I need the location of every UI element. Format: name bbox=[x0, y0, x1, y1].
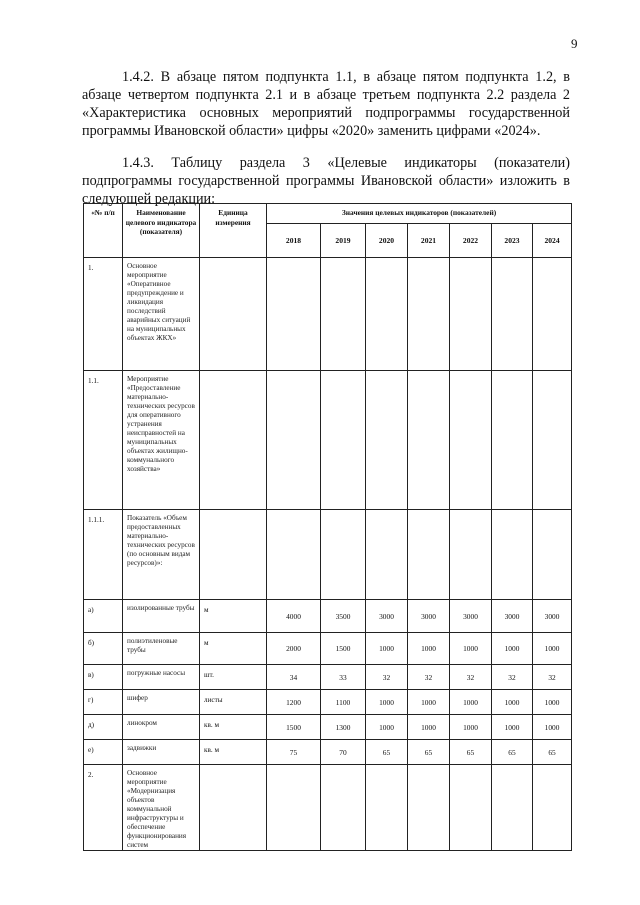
row-value: 2000 bbox=[267, 633, 321, 665]
row-value bbox=[450, 510, 492, 600]
row-name: шифер bbox=[123, 690, 200, 715]
row-value: 1000 bbox=[450, 715, 492, 740]
year-header: 2019 bbox=[321, 224, 366, 258]
row-value: 1100 bbox=[321, 690, 366, 715]
table-row bbox=[84, 740, 572, 765]
row-value: 65 bbox=[366, 740, 408, 765]
row-value: 3000 bbox=[450, 600, 492, 633]
row-name: Основное мероприятие «Оперативное предупреждение и ликвидация последствий аварийных ситуаций на муниципальных объектах ЖКХ» bbox=[123, 258, 200, 371]
year-header: 2023 bbox=[492, 224, 533, 258]
table-body bbox=[84, 258, 572, 851]
row-number: в) bbox=[84, 665, 123, 690]
row-value: 1500 bbox=[267, 715, 321, 740]
row-value: 1000 bbox=[366, 633, 408, 665]
row-value: 3000 bbox=[366, 600, 408, 633]
row-name: изолированные трубы bbox=[123, 600, 200, 633]
row-value: 65 bbox=[408, 740, 450, 765]
row-value bbox=[267, 258, 321, 371]
row-value bbox=[366, 258, 408, 371]
paragraph-1-text: 1.4.2. В абзаце пятом подпункта 1.1, в абзаце пятом подпункта 1.2, в абзаце четвертом подпункта 2.1 и в абзаце третьем подпункта 2.2 раздела 2 «Характеристика основных мероприятий подпрограммы государственной программы Ивановской области» цифры «2020» заменить цифрами «2024». bbox=[82, 69, 570, 139]
row-value: 1000 bbox=[366, 715, 408, 740]
table-row bbox=[84, 690, 572, 715]
row-value: 1000 bbox=[450, 633, 492, 665]
row-value bbox=[267, 371, 321, 510]
row-value: 70 bbox=[321, 740, 366, 765]
row-value bbox=[533, 258, 572, 371]
header-name: Наименование целевого индикатора (показателя) bbox=[123, 204, 200, 258]
row-value: 1000 bbox=[533, 633, 572, 665]
row-value bbox=[366, 510, 408, 600]
row-value: 3000 bbox=[533, 600, 572, 633]
row-name: Мероприятие «Предоставление материально-технических ресурсов для оперативного устранения неисправностей на муниципальных объектах жилищно-коммунального хозяйства» bbox=[123, 371, 200, 510]
page-number: 9 bbox=[571, 36, 578, 51]
table-row bbox=[84, 665, 572, 690]
row-value: 1000 bbox=[492, 690, 533, 715]
row-value bbox=[321, 510, 366, 600]
row-value: 32 bbox=[366, 665, 408, 690]
year-header: 2024 bbox=[533, 224, 572, 258]
row-value bbox=[267, 765, 321, 851]
row-value: 1200 bbox=[267, 690, 321, 715]
paragraph-1 bbox=[82, 68, 570, 140]
row-unit bbox=[200, 258, 267, 371]
row-value bbox=[408, 371, 450, 510]
row-number: г) bbox=[84, 690, 123, 715]
row-value bbox=[492, 371, 533, 510]
row-value: 65 bbox=[492, 740, 533, 765]
row-value bbox=[450, 258, 492, 371]
row-number: б) bbox=[84, 633, 123, 665]
row-value bbox=[492, 258, 533, 371]
row-value bbox=[321, 258, 366, 371]
row-value bbox=[533, 510, 572, 600]
row-unit: м bbox=[200, 600, 267, 633]
row-value: 33 bbox=[321, 665, 366, 690]
row-value: 1000 bbox=[408, 633, 450, 665]
row-number: д) bbox=[84, 715, 123, 740]
row-name: Показатель «Объем предоставленных материально-технических ресурсов (по основным видам ресурсов)»: bbox=[123, 510, 200, 600]
table-row bbox=[84, 633, 572, 665]
row-unit: листы bbox=[200, 690, 267, 715]
row-value: 1300 bbox=[321, 715, 366, 740]
year-header: 2022 bbox=[450, 224, 492, 258]
row-number: 1.1.1. bbox=[84, 510, 123, 600]
row-value: 3500 bbox=[321, 600, 366, 633]
year-header: 2018 bbox=[267, 224, 321, 258]
row-value bbox=[408, 258, 450, 371]
row-value: 4000 bbox=[267, 600, 321, 633]
row-value: 1000 bbox=[492, 715, 533, 740]
row-value: 32 bbox=[492, 665, 533, 690]
table-row bbox=[84, 371, 572, 510]
row-value bbox=[321, 371, 366, 510]
row-value: 65 bbox=[533, 740, 572, 765]
header-number: «№ п/п bbox=[84, 204, 123, 258]
table-row bbox=[84, 258, 572, 371]
row-unit: кв. м bbox=[200, 715, 267, 740]
row-value: 1000 bbox=[533, 690, 572, 715]
table-row bbox=[84, 600, 572, 633]
indicators-table bbox=[83, 203, 572, 851]
header-unit: Единица измерения bbox=[200, 204, 267, 258]
row-value: 1000 bbox=[492, 633, 533, 665]
row-value: 75 bbox=[267, 740, 321, 765]
row-value: 1000 bbox=[408, 690, 450, 715]
row-value: 1000 bbox=[533, 715, 572, 740]
table-row bbox=[84, 715, 572, 740]
row-name: Основное мероприятие «Модернизация объектов коммунальной инфраструктуры и обеспечение функционирования систем bbox=[123, 765, 200, 851]
row-value: 1500 bbox=[321, 633, 366, 665]
row-name: погружные насосы bbox=[123, 665, 200, 690]
table-row bbox=[84, 765, 572, 851]
year-header: 2020 bbox=[366, 224, 408, 258]
row-number: 1.1. bbox=[84, 371, 123, 510]
row-value: 34 bbox=[267, 665, 321, 690]
row-value bbox=[450, 765, 492, 851]
row-value bbox=[492, 765, 533, 851]
row-value bbox=[408, 765, 450, 851]
row-value bbox=[533, 371, 572, 510]
row-value: 32 bbox=[408, 665, 450, 690]
row-value: 65 bbox=[450, 740, 492, 765]
row-value bbox=[321, 765, 366, 851]
row-value: 32 bbox=[450, 665, 492, 690]
row-unit: м bbox=[200, 633, 267, 665]
row-value: 3000 bbox=[492, 600, 533, 633]
row-name: задвижки bbox=[123, 740, 200, 765]
row-value bbox=[450, 371, 492, 510]
row-number: е) bbox=[84, 740, 123, 765]
row-unit bbox=[200, 371, 267, 510]
paragraph-2-text: 1.4.3. Таблицу раздела 3 «Целевые индикаторы (показатели) подпрограммы государственной программы Ивановской области» изложить в следующей редакции: bbox=[82, 155, 570, 207]
row-name: линокром bbox=[123, 715, 200, 740]
row-unit bbox=[200, 510, 267, 600]
row-value bbox=[366, 765, 408, 851]
row-number: а) bbox=[84, 600, 123, 633]
table-row bbox=[84, 510, 572, 600]
row-value bbox=[408, 510, 450, 600]
row-value: 1000 bbox=[366, 690, 408, 715]
row-value: 1000 bbox=[408, 715, 450, 740]
row-unit: кв. м bbox=[200, 740, 267, 765]
row-value: 3000 bbox=[408, 600, 450, 633]
row-number: 1. bbox=[84, 258, 123, 371]
year-header: 2021 bbox=[408, 224, 450, 258]
header-values: Значения целевых индикаторов (показателей) bbox=[267, 204, 572, 224]
row-value bbox=[533, 765, 572, 851]
row-value bbox=[366, 371, 408, 510]
row-value: 32 bbox=[533, 665, 572, 690]
row-value bbox=[492, 510, 533, 600]
row-number: 2. bbox=[84, 765, 123, 851]
row-value: 1000 bbox=[450, 690, 492, 715]
row-value bbox=[267, 510, 321, 600]
row-unit bbox=[200, 765, 267, 851]
paragraph-2 bbox=[82, 154, 570, 208]
row-name: полиэтиленовые трубы bbox=[123, 633, 200, 665]
row-unit: шт. bbox=[200, 665, 267, 690]
